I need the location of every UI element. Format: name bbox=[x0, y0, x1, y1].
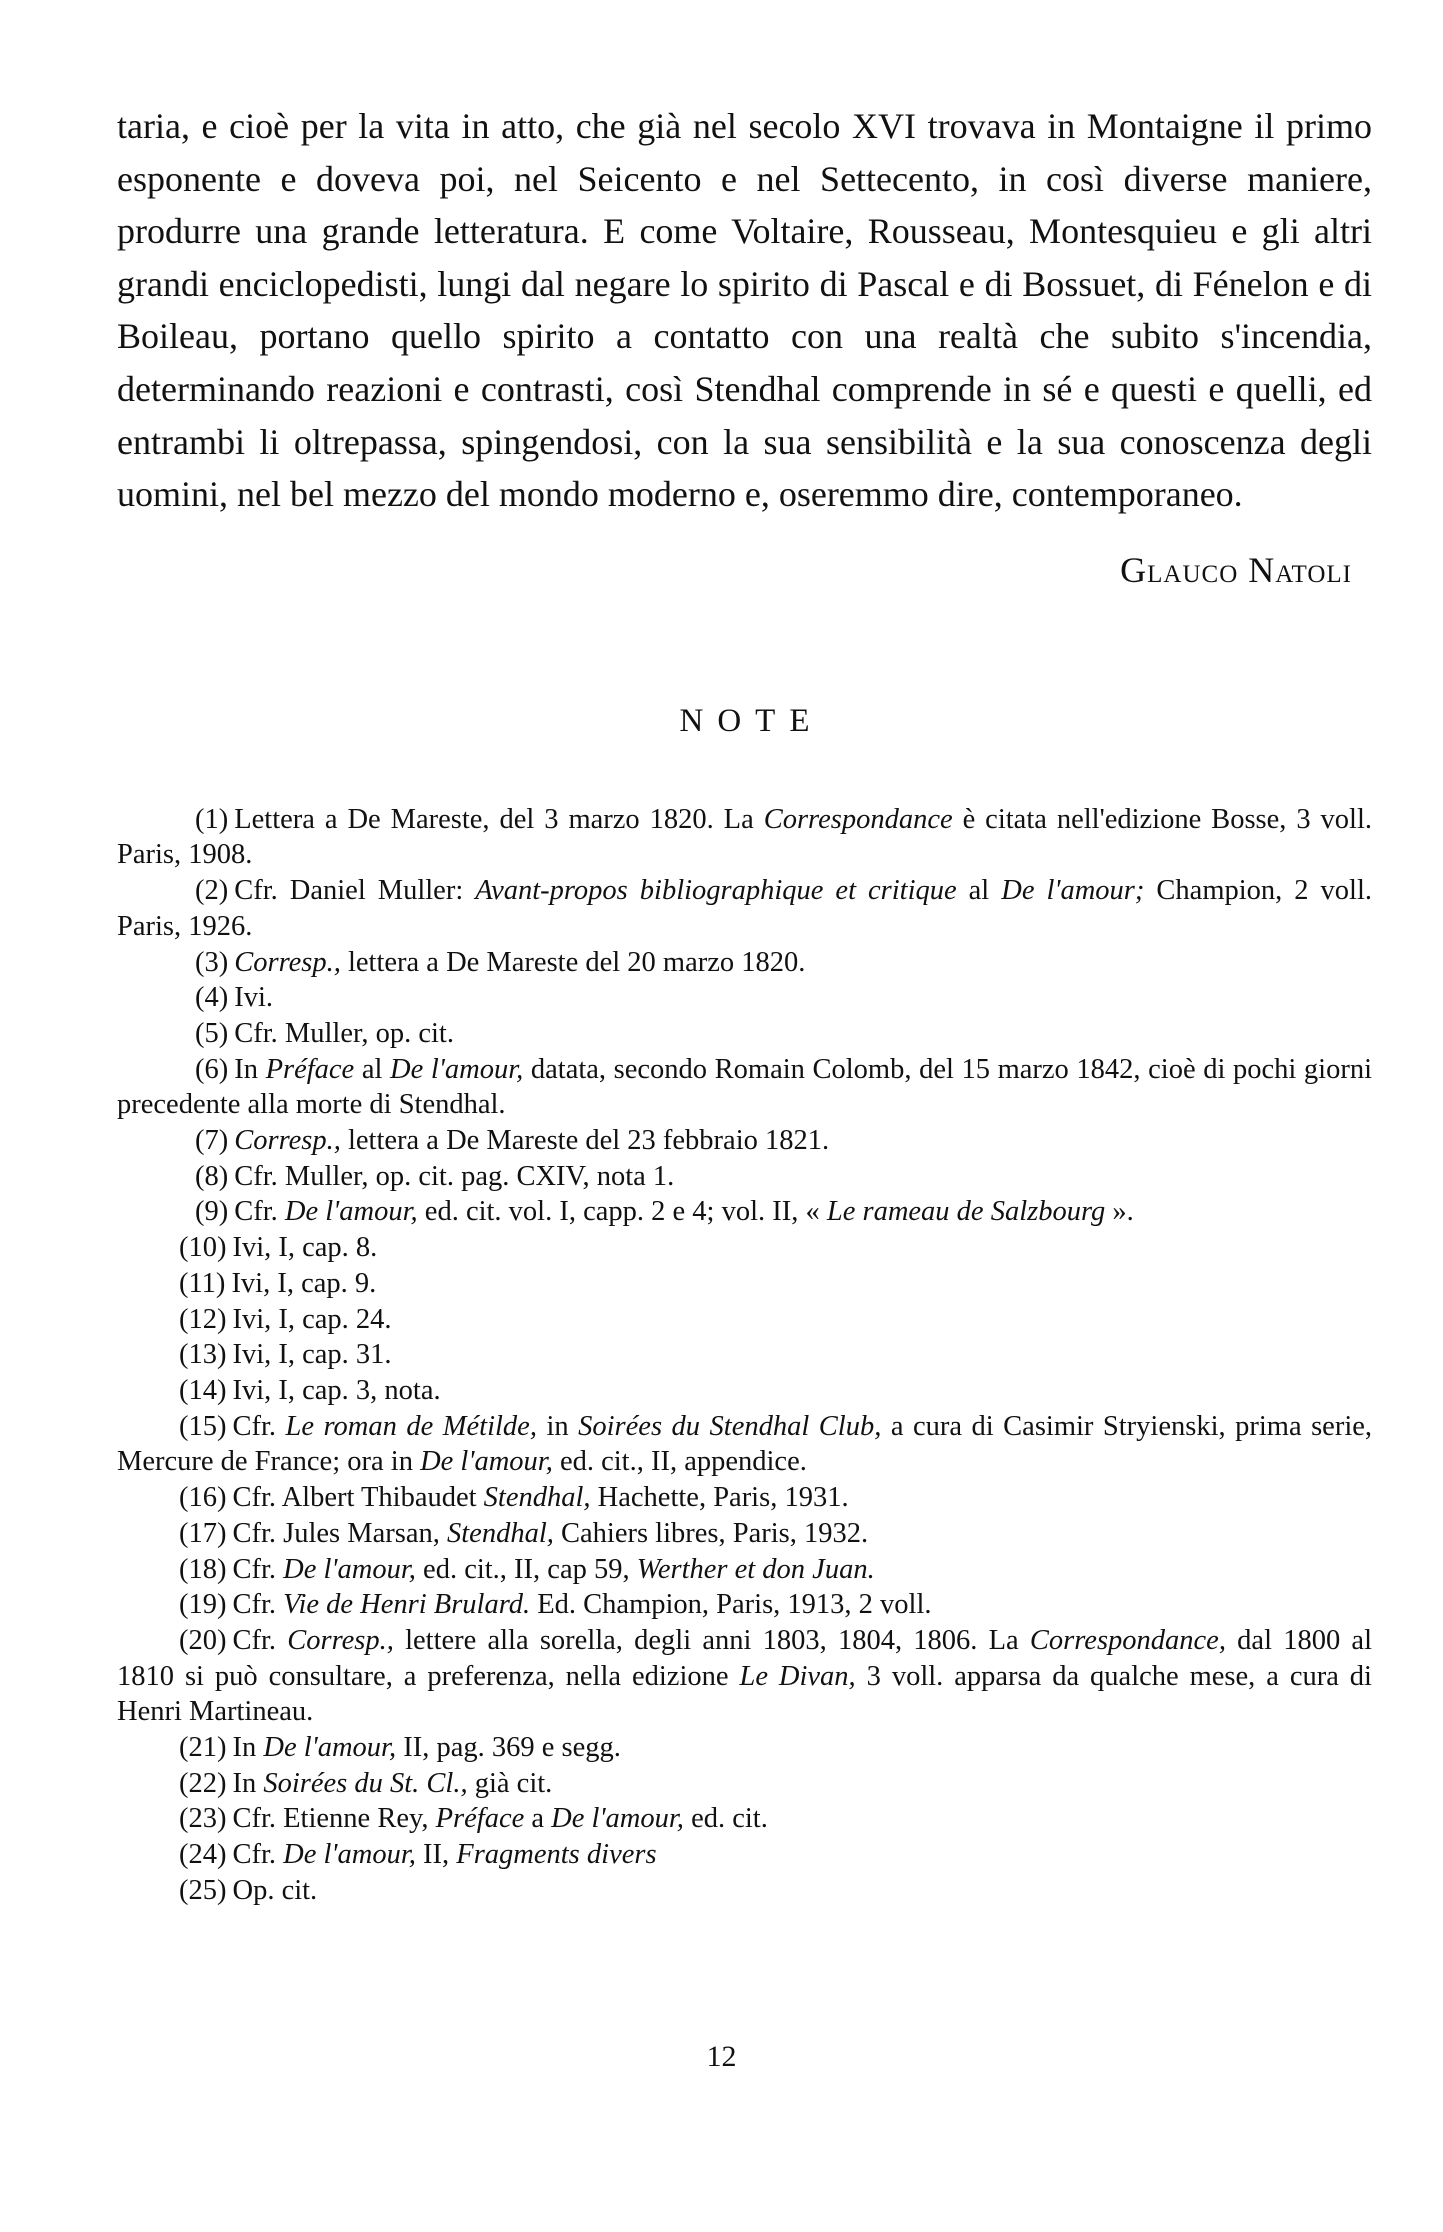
footnote-italic-text: Corresp., bbox=[234, 1125, 341, 1157]
footnote-text: Cfr. Etienne Rey, bbox=[232, 1803, 436, 1835]
footnote-text: a cura di Casimir Stryienski, prima serie, Mercure de France; ora in bbox=[117, 1410, 1373, 1478]
footnote-text: Cfr. Albert Thibaudet bbox=[232, 1482, 484, 1514]
footnote-number: (11) bbox=[179, 1267, 226, 1299]
footnote-number: (19) bbox=[179, 1589, 227, 1621]
footnote-number: (18) bbox=[179, 1553, 227, 1585]
footnote bbox=[117, 1587, 1372, 1623]
footnote-italic-text: De l'amour; bbox=[1001, 875, 1145, 907]
footnote bbox=[117, 1837, 1372, 1873]
footnote-text: Cfr. bbox=[232, 1624, 288, 1656]
footnote bbox=[117, 1302, 1372, 1338]
footnote-text: Ivi, I, cap. 9. bbox=[231, 1267, 377, 1299]
footnote-text: Ivi, I, cap. 24. bbox=[232, 1303, 392, 1335]
footnote-number: (3) bbox=[195, 946, 229, 978]
footnote-text: lettera a De Mareste del 20 marzo 1820. bbox=[340, 946, 806, 978]
footnote bbox=[117, 1623, 1372, 1730]
footnote-number: (13) bbox=[179, 1339, 227, 1371]
footnote-number: (21) bbox=[179, 1732, 227, 1764]
footnote bbox=[117, 1552, 1372, 1588]
footnote bbox=[117, 873, 1372, 944]
footnote bbox=[117, 1230, 1372, 1266]
footnote-text: Lettera a De Mareste, del 3 marzo 1820. La bbox=[234, 803, 764, 835]
footnote-text: dal 1800 al 1810 si può consultare, a preferenza, nella edizione bbox=[117, 1624, 1372, 1692]
footnote-text: al bbox=[354, 1053, 391, 1085]
footnote bbox=[117, 1373, 1372, 1409]
footnote bbox=[117, 802, 1372, 873]
footnote-text: II, pag. 369 e segg. bbox=[396, 1732, 621, 1764]
footnote-number: (16) bbox=[179, 1482, 227, 1514]
footnote-text: Champion, 2 voll. Paris, 1926. bbox=[117, 875, 1372, 942]
footnote-italic-text: Stendhal, bbox=[483, 1482, 591, 1514]
footnote-text: Cfr. Daniel Muller: bbox=[234, 875, 476, 907]
footnote-text: è citata nell'edizione Bosse, 3 voll. Paris, 1908. bbox=[117, 803, 1373, 871]
footnote-text: ». bbox=[1105, 1196, 1134, 1228]
footnote-italic-text: Fragments divers bbox=[456, 1839, 657, 1871]
footnote-number: (20) bbox=[179, 1624, 227, 1656]
footnote-number: (12) bbox=[179, 1303, 227, 1335]
footnote-text: Ed. Champion, Paris, 1913, 2 voll. bbox=[530, 1589, 932, 1621]
footnote-text: ed. cit. vol. I, capp. 2 e 4; vol. II, « bbox=[417, 1196, 827, 1228]
footnote-text: ed. cit., II, appendice. bbox=[552, 1446, 807, 1478]
footnote-italic-text: De l'amour, bbox=[420, 1446, 553, 1478]
footnote bbox=[117, 1766, 1372, 1802]
footnote-number: (5) bbox=[195, 1017, 229, 1049]
footnote-number: (9) bbox=[195, 1196, 229, 1228]
footnote-text: Ivi, I, cap. 8. bbox=[232, 1232, 378, 1264]
footnote-text: Cfr. Muller, op. cit. pag. CXIV, nota 1. bbox=[234, 1160, 675, 1192]
footnote-italic-text: De l'amour, bbox=[283, 1553, 416, 1585]
footnote-text: al bbox=[956, 875, 1002, 907]
footnote bbox=[117, 1730, 1372, 1766]
notes-list bbox=[117, 802, 1372, 1909]
footnote bbox=[117, 980, 1372, 1016]
footnote-italic-text: Corresp., bbox=[287, 1624, 394, 1656]
footnote-text: Cahiers libres, Paris, 1932. bbox=[553, 1517, 869, 1549]
author-signature: Glauco Natoli bbox=[1120, 549, 1352, 590]
footnote-text: Ivi, I, cap. 31. bbox=[232, 1339, 392, 1371]
footnote-text: Cfr. bbox=[234, 1196, 285, 1228]
footnote bbox=[117, 1516, 1372, 1552]
footnote bbox=[117, 1266, 1372, 1302]
footnote-text: In bbox=[234, 1053, 266, 1085]
footnote-text: lettera a De Mareste del 23 febbraio 1821. bbox=[340, 1125, 830, 1157]
footnote-text: ed. cit., II, cap 59, bbox=[415, 1553, 637, 1585]
footnote-number: (22) bbox=[179, 1767, 227, 1799]
footnote-italic-text: De l'amour, bbox=[263, 1732, 397, 1764]
body-paragraph: taria, e cioè per la vita in atto, che già nel secolo XVI trovava in Montaigne il primo esponente e doveva poi, nel Seicento e nel Settecento, in così diverse maniere, produrre una grande letteratura. E come Voltaire, Rousseau, Montesquieu e gli altri grandi enciclopedisti, lungi dal negare lo spirito di Pascal e di Bossuet, di Fénelon e di Boileau, portano quello spirito a contatto con una realtà che subito s'incendia, determinando reazioni e contrasti, così Stendhal comprende in sé e questi e quelli, ed entrambi li oltrepassa, spingendosi, con la sua sensibilità e la sua conoscenza degli uomini, nel bel mezzo del mondo moderno e, oseremmo dire, contemporaneo. bbox=[117, 106, 1372, 515]
footnote bbox=[117, 1052, 1372, 1123]
footnote bbox=[117, 1159, 1372, 1195]
footnote-text: a bbox=[524, 1803, 552, 1835]
footnote bbox=[117, 945, 1372, 981]
footnote-number: (7) bbox=[195, 1125, 229, 1157]
footnote-text: In bbox=[232, 1767, 264, 1799]
footnote-text: in bbox=[536, 1410, 579, 1442]
footnote-text: Cfr. bbox=[232, 1839, 284, 1871]
footnote-italic-text: De l'amour, bbox=[284, 1196, 418, 1228]
footnote bbox=[117, 1337, 1372, 1373]
footnote-number: (25) bbox=[179, 1874, 227, 1906]
footnote-italic-text: Vie de Henri Brulard. bbox=[283, 1589, 531, 1621]
footnote-italic-text: De l'amour, bbox=[283, 1839, 416, 1871]
footnote-text: Op. cit. bbox=[232, 1874, 318, 1906]
footnote bbox=[117, 1016, 1372, 1052]
footnote-text: datata, secondo Romain Colomb, del 15 marzo 1842, cioè di pochi giorni precedente alla morte di Stendhal. bbox=[117, 1053, 1373, 1121]
footnote-italic-text: Avant-propos bibliographique et critique bbox=[475, 875, 957, 907]
footnote-number: (4) bbox=[195, 982, 229, 1014]
notes-heading: NOTE bbox=[679, 702, 824, 739]
footnote-italic-text: Soirées du St. Cl., bbox=[263, 1767, 468, 1799]
footnote-number: (2) bbox=[195, 875, 229, 907]
footnote-italic-text: Corresp., bbox=[234, 946, 341, 978]
footnote bbox=[117, 1123, 1372, 1159]
footnote-number: (14) bbox=[179, 1375, 227, 1406]
footnote bbox=[117, 1801, 1372, 1837]
footnote-italic-text: Préface bbox=[435, 1803, 525, 1835]
footnote-number: (17) bbox=[179, 1517, 227, 1549]
footnote-text: Ivi, I, cap. 3, nota. bbox=[232, 1375, 441, 1406]
footnote bbox=[117, 1409, 1372, 1480]
footnote-text: Hachette, Paris, 1931. bbox=[590, 1482, 849, 1514]
footnote-italic-text: Le rameau de Salzbourg bbox=[826, 1196, 1106, 1228]
footnote-italic-text: De l'amour, bbox=[551, 1803, 684, 1835]
footnote-text: Cfr. bbox=[232, 1410, 286, 1442]
footnote-number: (8) bbox=[195, 1160, 229, 1192]
footnote-italic-text: Werther et don Juan. bbox=[636, 1553, 875, 1585]
footnote-text: Cfr. bbox=[232, 1553, 284, 1585]
footnote bbox=[117, 1480, 1372, 1516]
footnote-italic-text: Correspondance bbox=[763, 803, 953, 835]
footnote-text: Cfr. Muller, op. cit. bbox=[234, 1017, 454, 1049]
footnote-text: 3 voll. apparsa da qualche mese, a cura di Henri Martineau. bbox=[117, 1660, 1372, 1728]
footnote-italic-text: Correspondance, bbox=[1029, 1624, 1226, 1656]
footnote-text: lettere alla sorella, degli anni 1803, 1804, 1806. La bbox=[393, 1624, 1030, 1656]
page-number: 12 bbox=[706, 2040, 737, 2073]
footnote bbox=[117, 1873, 1372, 1909]
footnote-text: ed. cit. bbox=[683, 1803, 768, 1835]
footnote-number: (23) bbox=[179, 1803, 227, 1835]
footnote-text: In bbox=[232, 1732, 264, 1764]
footnote-italic-text: Le roman de Métilde, bbox=[285, 1410, 537, 1442]
footnote-italic-text: De l'amour, bbox=[390, 1053, 524, 1085]
footnote-text: Ivi. bbox=[234, 982, 274, 1014]
footnote-italic-text: Le Divan, bbox=[739, 1660, 856, 1692]
footnote-number: (1) bbox=[195, 803, 229, 835]
footnote-number: (6) bbox=[195, 1053, 229, 1085]
footnote-italic-text: Stendhal, bbox=[447, 1517, 554, 1549]
footnote-text: Cfr. bbox=[232, 1589, 284, 1621]
footnote-text: già cit. bbox=[467, 1767, 553, 1799]
footnote-italic-text: Soirées du Stendhal Club, bbox=[578, 1410, 882, 1442]
page-content bbox=[117, 100, 1372, 1909]
footnote-italic-text: Préface bbox=[265, 1053, 355, 1085]
footnote-number: (24) bbox=[179, 1839, 227, 1871]
footnote-text: II, bbox=[415, 1839, 457, 1871]
footnote-text: Cfr. Jules Marsan, bbox=[232, 1517, 447, 1549]
footnote bbox=[117, 1194, 1372, 1230]
footnote-number: (10) bbox=[179, 1232, 227, 1264]
footnote-number: (15) bbox=[179, 1410, 227, 1442]
